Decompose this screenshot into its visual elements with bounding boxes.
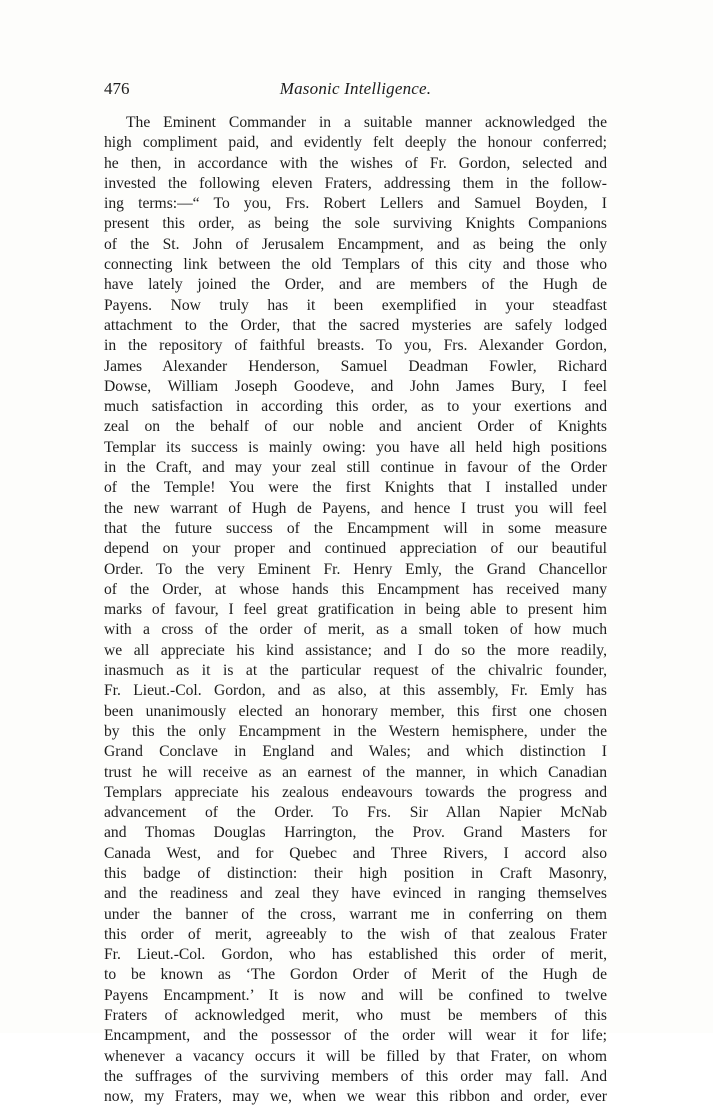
text-line: James Alexander Henderson, Samuel Deadman Fowler, Richard	[104, 357, 607, 375]
text-line: Templars appreciate his zealous endeavours towards the progress and	[104, 783, 607, 801]
text-line: Grand Conclave in England and Wales; and which distinction I	[104, 743, 607, 761]
text-line: Order. To the very Eminent Fr. Henry Emly, the Grand Chancellor	[104, 560, 607, 578]
text-line: the new warrant of Hugh de Payens, and hence I trust you will feel	[104, 499, 607, 517]
text-line: advancement of the Order. To Frs. Sir Allan Napier McNab	[104, 804, 607, 822]
text-line: the suffrages of the surviving members of this order may fall. And	[104, 1067, 607, 1085]
text-line: much satisfaction in according this order, as to your exertions and	[104, 398, 607, 416]
text-line: depend on your proper and continued appreciation of our beautiful	[104, 540, 607, 558]
text-line: Dowse, William Joseph Goodeve, and John James Bury, I feel	[104, 377, 607, 395]
text-line: Templar its success is mainly owing: you have all held high positions	[104, 438, 607, 456]
text-line: and Thomas Douglas Harrington, the Prov. Grand Masters for	[104, 824, 607, 842]
page-number: 476	[104, 79, 130, 98]
text-line: of the Order, at whose hands this Encampment has received many	[104, 580, 607, 598]
text-line: Payens Encampment.’ It is now and will be confined to twelve	[104, 986, 607, 1004]
text-line: high compliment paid, and evidently felt deeply the honour conferred;	[104, 134, 607, 152]
text-line: in the repository of faithful breasts. To you, Frs. Alexander Gordon,	[104, 337, 607, 355]
text-line: this badge of distinction: their high position in Craft Masonry,	[104, 864, 607, 882]
text-line: inasmuch as it is at the particular request of the chivalric founder,	[104, 662, 607, 680]
text-line: that the future success of the Encampment will in some measure	[104, 519, 607, 537]
text-line: in the Craft, and may your zeal still continue in favour of the Order	[104, 459, 607, 477]
running-head: Masonic Intelligence.	[279, 79, 432, 98]
text-line: invested the following eleven Fraters, addressing them in the follow-	[104, 174, 607, 192]
text-line: by this the only Encampment in the Western hemisphere, under the	[104, 722, 607, 740]
text-line: Fr. Lieut.-Col. Gordon, who has established this order of merit,	[104, 946, 607, 964]
text-line: ing terms:—“ To you, Frs. Robert Lellers and Samuel Boyden, I	[104, 195, 607, 213]
text-line: Fr. Lieut.-Col. Gordon, and as also, at this assembly, Fr. Emly has	[104, 682, 607, 700]
text-line: this order of merit, agreeably to the wish of that zealous Frater	[104, 925, 607, 943]
text-line: we all appreciate his kind assistance; and I do so the more readily,	[104, 641, 607, 659]
text-line: he then, in accordance with the wishes of Fr. Gordon, selected and	[104, 154, 607, 172]
text-line: now, my Fraters, may we, when we wear this ribbon and order, ever	[104, 1088, 607, 1106]
body-paragraph	[104, 113, 607, 1108]
text-line: connecting link between the old Templars of this city and those who	[104, 256, 607, 274]
text-line: zeal on the behalf of our noble and ancient Order of Knights	[104, 418, 607, 436]
text-line: present this order, as being the sole surviving Knights Companions	[104, 215, 607, 233]
text-line: of the Temple! You were the first Knights that I installed under	[104, 479, 607, 497]
text-line: to be known as ‘The Gordon Order of Merit of the Hugh de	[104, 966, 607, 984]
text-line: Payens. Now truly has it been exemplified in your steadfast	[104, 296, 607, 314]
text-line: been unanimously elected an honorary member, this first one chosen	[104, 702, 607, 720]
text-line: have lately joined the Order, and are members of the Hugh de	[104, 276, 607, 294]
text-line: Fraters of acknowledged merit, who must be members of this	[104, 1007, 607, 1025]
text-line: whenever a vacancy occurs it will be filled by that Frater, on whom	[104, 1047, 607, 1065]
text-line: and the readiness and zeal they have evinced in ranging themselves	[104, 885, 607, 903]
text-line: under the banner of the cross, warrant me in conferring on them	[104, 905, 607, 923]
text-line: Encampment, and the possessor of the order will wear it for life;	[104, 1027, 607, 1045]
text-line: with a cross of the order of merit, as a small token of how much	[104, 621, 607, 639]
text-line: Canada West, and for Quebec and Three Rivers, I accord also	[104, 844, 607, 862]
text-line: The Eminent Commander in a suitable manner acknowledged the	[126, 114, 607, 131]
page-header	[104, 78, 607, 100]
text-line: attachment to the Order, that the sacred mysteries are safely lodged	[104, 316, 607, 334]
text-line: trust he will receive as an earnest of the manner, in which Canadian	[104, 763, 607, 781]
text-line: marks of favour, I feel great gratification in being able to present him	[104, 601, 607, 619]
text-line: of the St. John of Jerusalem Encampment, and as being the only	[104, 235, 607, 253]
